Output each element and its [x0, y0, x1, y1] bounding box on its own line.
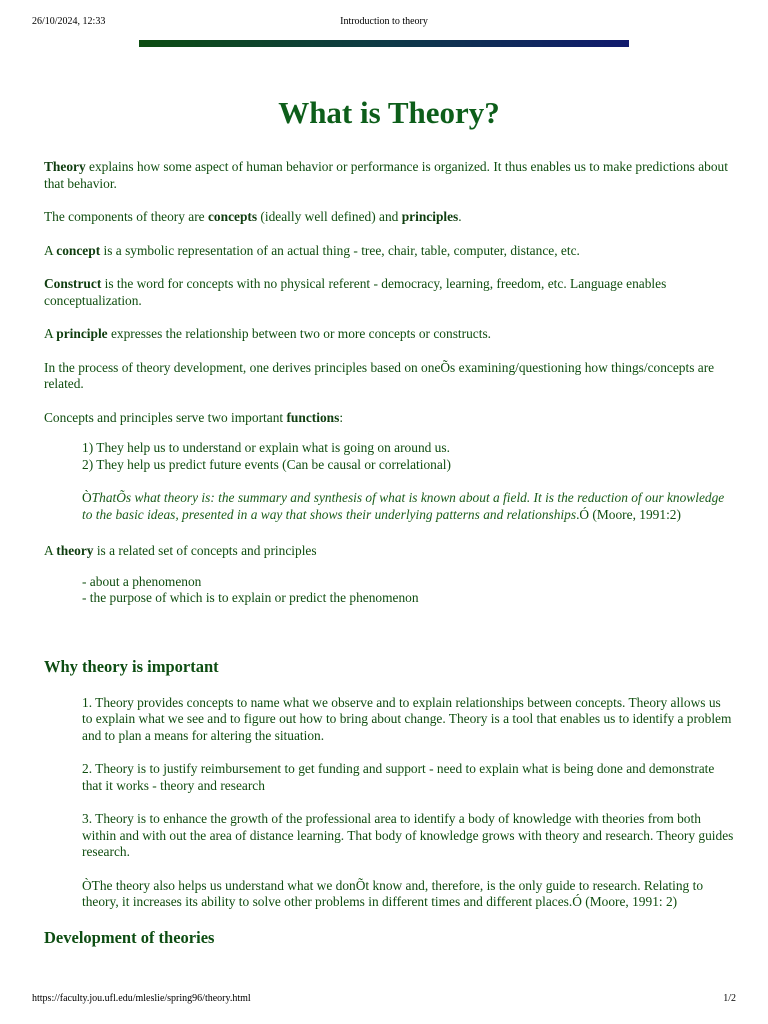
print-footer [32, 993, 736, 1007]
theory-text: explains how some aspect of human behavior or performance is organized. It thus enables us to make predictions about that behavior. [44, 159, 728, 191]
construct-text: is the word for concepts with no physical referent - democracy, learning, freedom, etc. Language enables conceptualization. [44, 276, 667, 308]
concepts-term: concepts [207, 209, 258, 224]
development-heading: Development of theories [44, 927, 215, 947]
list-item: 1) They help us to understand or explain what is going on around us. [82, 440, 450, 455]
functions-list [82, 440, 734, 523]
theory-def-paragraph [44, 543, 734, 560]
why-list [82, 695, 734, 911]
components-pre: The components of theory are [44, 209, 208, 224]
theory-def-pre: A [44, 543, 57, 558]
quote-tail: .Ó (Moore, 1991:2) [576, 506, 681, 522]
functions-paragraph [44, 410, 734, 427]
header-banner [139, 40, 629, 47]
print-header [32, 16, 736, 30]
concept-pre: A [44, 242, 57, 258]
page-title: What is Theory? [278, 95, 500, 130]
list-item: ÒThe theory also helps us understand what we donÕt know and, therefore, is the only guide to research. Relating to theory, it increases its ability to solve other problems in different times and different places.Ó (Moore, 1991: 2) [82, 877, 704, 909]
list-item: 3. Theory is to enhance the growth of the professional area to identify a body of knowledge with theories from both within and with out the area of distance learning. That body of knowledge grows with theory and research. Theory guides research. [82, 811, 734, 859]
principles-term: principles [401, 209, 459, 224]
principle-pre: A [44, 326, 57, 341]
construct-term: Construct [44, 276, 102, 291]
principle-paragraph [44, 326, 734, 343]
components-end: . [458, 209, 462, 224]
theory-def-term: theory [56, 543, 94, 558]
components-mid: (ideally well defined) and [257, 209, 402, 224]
components-paragraph [44, 209, 734, 226]
theory-term: Theory [44, 159, 86, 174]
page-content [44, 95, 734, 966]
why-heading: Why theory is important [44, 656, 219, 676]
functions-end: : [339, 409, 344, 425]
principle-text: expresses the relationship between two or more concepts or constructs. [107, 326, 492, 341]
concept-paragraph [44, 243, 734, 260]
list-item: 1. Theory provides concepts to name what we observe and to explain relationships between concepts. Theory allows us to explain what we see and to figure out how to bring about change. Theory is a tool that enables us to identify a problem and to plan a means for altering the situation. [82, 694, 732, 743]
theory-def-text: is a related set of concepts and principles [93, 543, 317, 558]
functions-pre: Concepts and principles serve two important [44, 409, 287, 425]
list-item: - the purpose of which is to explain or predict the phenomenon [82, 590, 419, 605]
principle-term: principle [56, 326, 108, 341]
theory-paragraph [44, 159, 734, 192]
quote-italic: ThatÕs what theory is: the summary and synthesis of what is known about a field. It is the reduction of our knowledge to the basic ideas, presented in a way that shows their underlying patterns and relationships [82, 490, 725, 522]
functions-term: functions [286, 409, 340, 425]
print-url: https://faculty.jou.ufl.edu/mleslie/spring96/theory.html [32, 993, 251, 1004]
concept-text: is a symbolic representation of an actual thing - tree, chair, table, computer, distance, etc. [100, 242, 580, 258]
process-paragraph: In the process of theory development, one derives principles based on oneÕs examining/questioning how things/concepts are related. [44, 359, 715, 391]
quote-open: Ò [82, 490, 92, 505]
list-item: - about a phenomenon [82, 573, 202, 589]
list-item: 2) They help us predict future events (Can be causal or correlational) [82, 456, 451, 472]
moore-quote [82, 490, 734, 523]
print-page-number: 1/2 [723, 993, 736, 1004]
theory-def-list [82, 574, 734, 607]
concept-term: concept [56, 242, 101, 258]
construct-paragraph [44, 276, 734, 309]
list-item: 2. Theory is to justify reimbursement to get funding and support - need to explain what is being done and demonstrate that it works - theory and research [82, 761, 715, 793]
print-datetime: 26/10/2024, 12:33 [32, 16, 106, 27]
print-doc-title: Introduction to theory [340, 16, 428, 27]
